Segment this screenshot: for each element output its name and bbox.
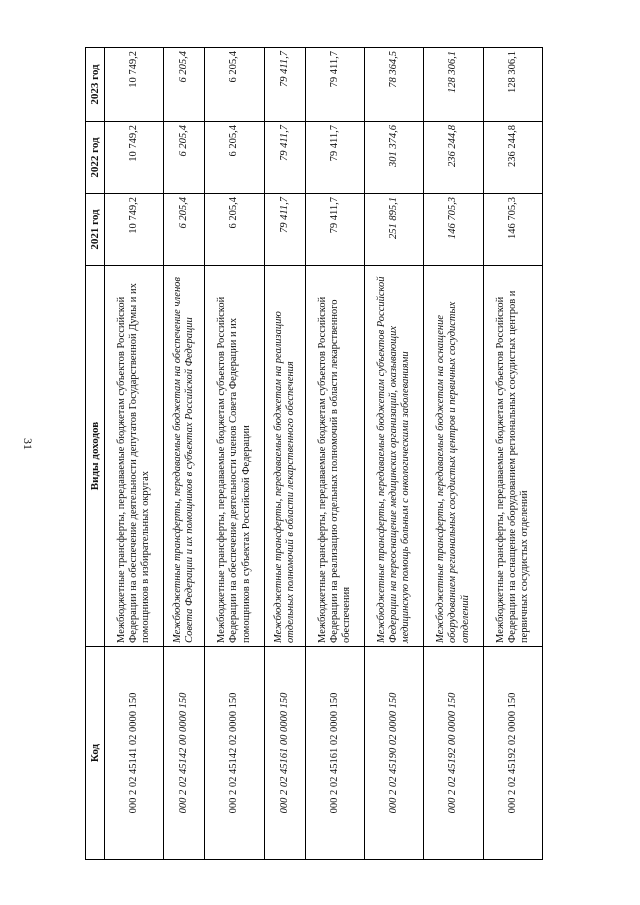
- cell-code: 000 2 02 45142 00 0000 150: [164, 647, 205, 860]
- cell-2023: 6 205,4: [205, 48, 264, 122]
- cell-2022: 301 374,6: [365, 122, 424, 194]
- table-row: [424, 48, 483, 860]
- table-row: [305, 48, 364, 860]
- cell-code: 000 2 02 45141 02 0000 150: [105, 647, 164, 860]
- table-row: [365, 48, 424, 860]
- cell-2022: 236 244,8: [483, 122, 542, 194]
- cell-2021: 6 205,4: [205, 194, 264, 266]
- header-2021: 2021 год: [86, 194, 105, 266]
- cell-2023: 6 205,4: [164, 48, 205, 122]
- cell-code: 000 2 02 45192 02 0000 150: [483, 647, 542, 860]
- cell-2023: 128 306,1: [483, 48, 542, 122]
- cell-2022: 236 244,8: [424, 122, 483, 194]
- cell-2021: 146 705,3: [483, 194, 542, 266]
- cell-name: Межбюджетные трансферты, передаваемые бюджетам субъектов Российской Федерации на переоснащение медицинских организаций, оказывающих медицинскую помощь больным с онкологическими заболеваниями: [365, 266, 424, 647]
- cell-name: Межбюджетные трансферты, передаваемые бюджетам на оснащение оборудованием региональных сосудистых центров и первичных сосудистых отделений: [424, 266, 483, 647]
- cell-name: Межбюджетные трансферты, передаваемые бюджетам на обеспечение членов Совета Федерации и их помощников в субъектах Российской Федерации: [164, 266, 205, 647]
- cell-2021: 79 411,7: [305, 194, 364, 266]
- cell-2023: 79 411,7: [305, 48, 364, 122]
- cell-2022: 79 411,7: [305, 122, 364, 194]
- cell-2021: 146 705,3: [424, 194, 483, 266]
- cell-2022: 6 205,4: [205, 122, 264, 194]
- cell-name: Межбюджетные трансферты, передаваемые бюджетам субъектов Российской Федерации на оснащение оборудованием региональных сосудистых центров и первичных сосудистых отделений: [483, 266, 542, 647]
- cell-2023: 10 749,2: [105, 48, 164, 122]
- table-row: [205, 48, 264, 860]
- header-name: Виды доходов: [86, 266, 105, 647]
- header-2022: 2022 год: [86, 122, 105, 194]
- revenue-table-container: [85, 48, 543, 860]
- table-row: [264, 48, 305, 860]
- cell-2023: 128 306,1: [424, 48, 483, 122]
- table-row: [164, 48, 205, 860]
- table-row: [483, 48, 542, 860]
- revenue-table: [85, 47, 543, 860]
- header-2023: 2023 год: [86, 48, 105, 122]
- cell-2023: 78 364,5: [365, 48, 424, 122]
- table-header-row: [86, 48, 105, 860]
- cell-2022: 10 749,2: [105, 122, 164, 194]
- cell-code: 000 2 02 45190 02 0000 150: [365, 647, 424, 860]
- cell-name: Межбюджетные трансферты, передаваемые бюджетам на реализацию отдельных полномочий в области лекарственного обеспечения: [264, 266, 305, 647]
- cell-code: 000 2 02 45161 02 0000 150: [305, 647, 364, 860]
- cell-2021: 251 895,1: [365, 194, 424, 266]
- cell-2021: 10 749,2: [105, 194, 164, 266]
- cell-name: Межбюджетные трансферты, передаваемые бюджетам субъектов Российской Федерации на обеспечение деятельности членов Совета Федерации и их помощников в субъектах Российской Федерации: [205, 266, 264, 647]
- page-number: 31: [21, 438, 35, 450]
- cell-code: 000 2 02 45192 00 0000 150: [424, 647, 483, 860]
- cell-name: Межбюджетные трансферты, передаваемые бюджетам субъектов Российской Федерации на реализацию отдельных полномочий в области лекарственного обеспечения: [305, 266, 364, 647]
- cell-name: Межбюджетные трансферты, передаваемые бюджетам субъектов Российской Федерации на обеспечение деятельности депутатов Государственной Думы и их помощников в избирательных округах: [105, 266, 164, 647]
- cell-2023: 79 411,7: [264, 48, 305, 122]
- cell-2021: 6 205,4: [164, 194, 205, 266]
- cell-code: 000 2 02 45161 00 0000 150: [264, 647, 305, 860]
- cell-code: 000 2 02 45142 02 0000 150: [205, 647, 264, 860]
- cell-2021: 79 411,7: [264, 194, 305, 266]
- header-code: Код: [86, 647, 105, 860]
- table-row: [105, 48, 164, 860]
- cell-2022: 79 411,7: [264, 122, 305, 194]
- cell-2022: 6 205,4: [164, 122, 205, 194]
